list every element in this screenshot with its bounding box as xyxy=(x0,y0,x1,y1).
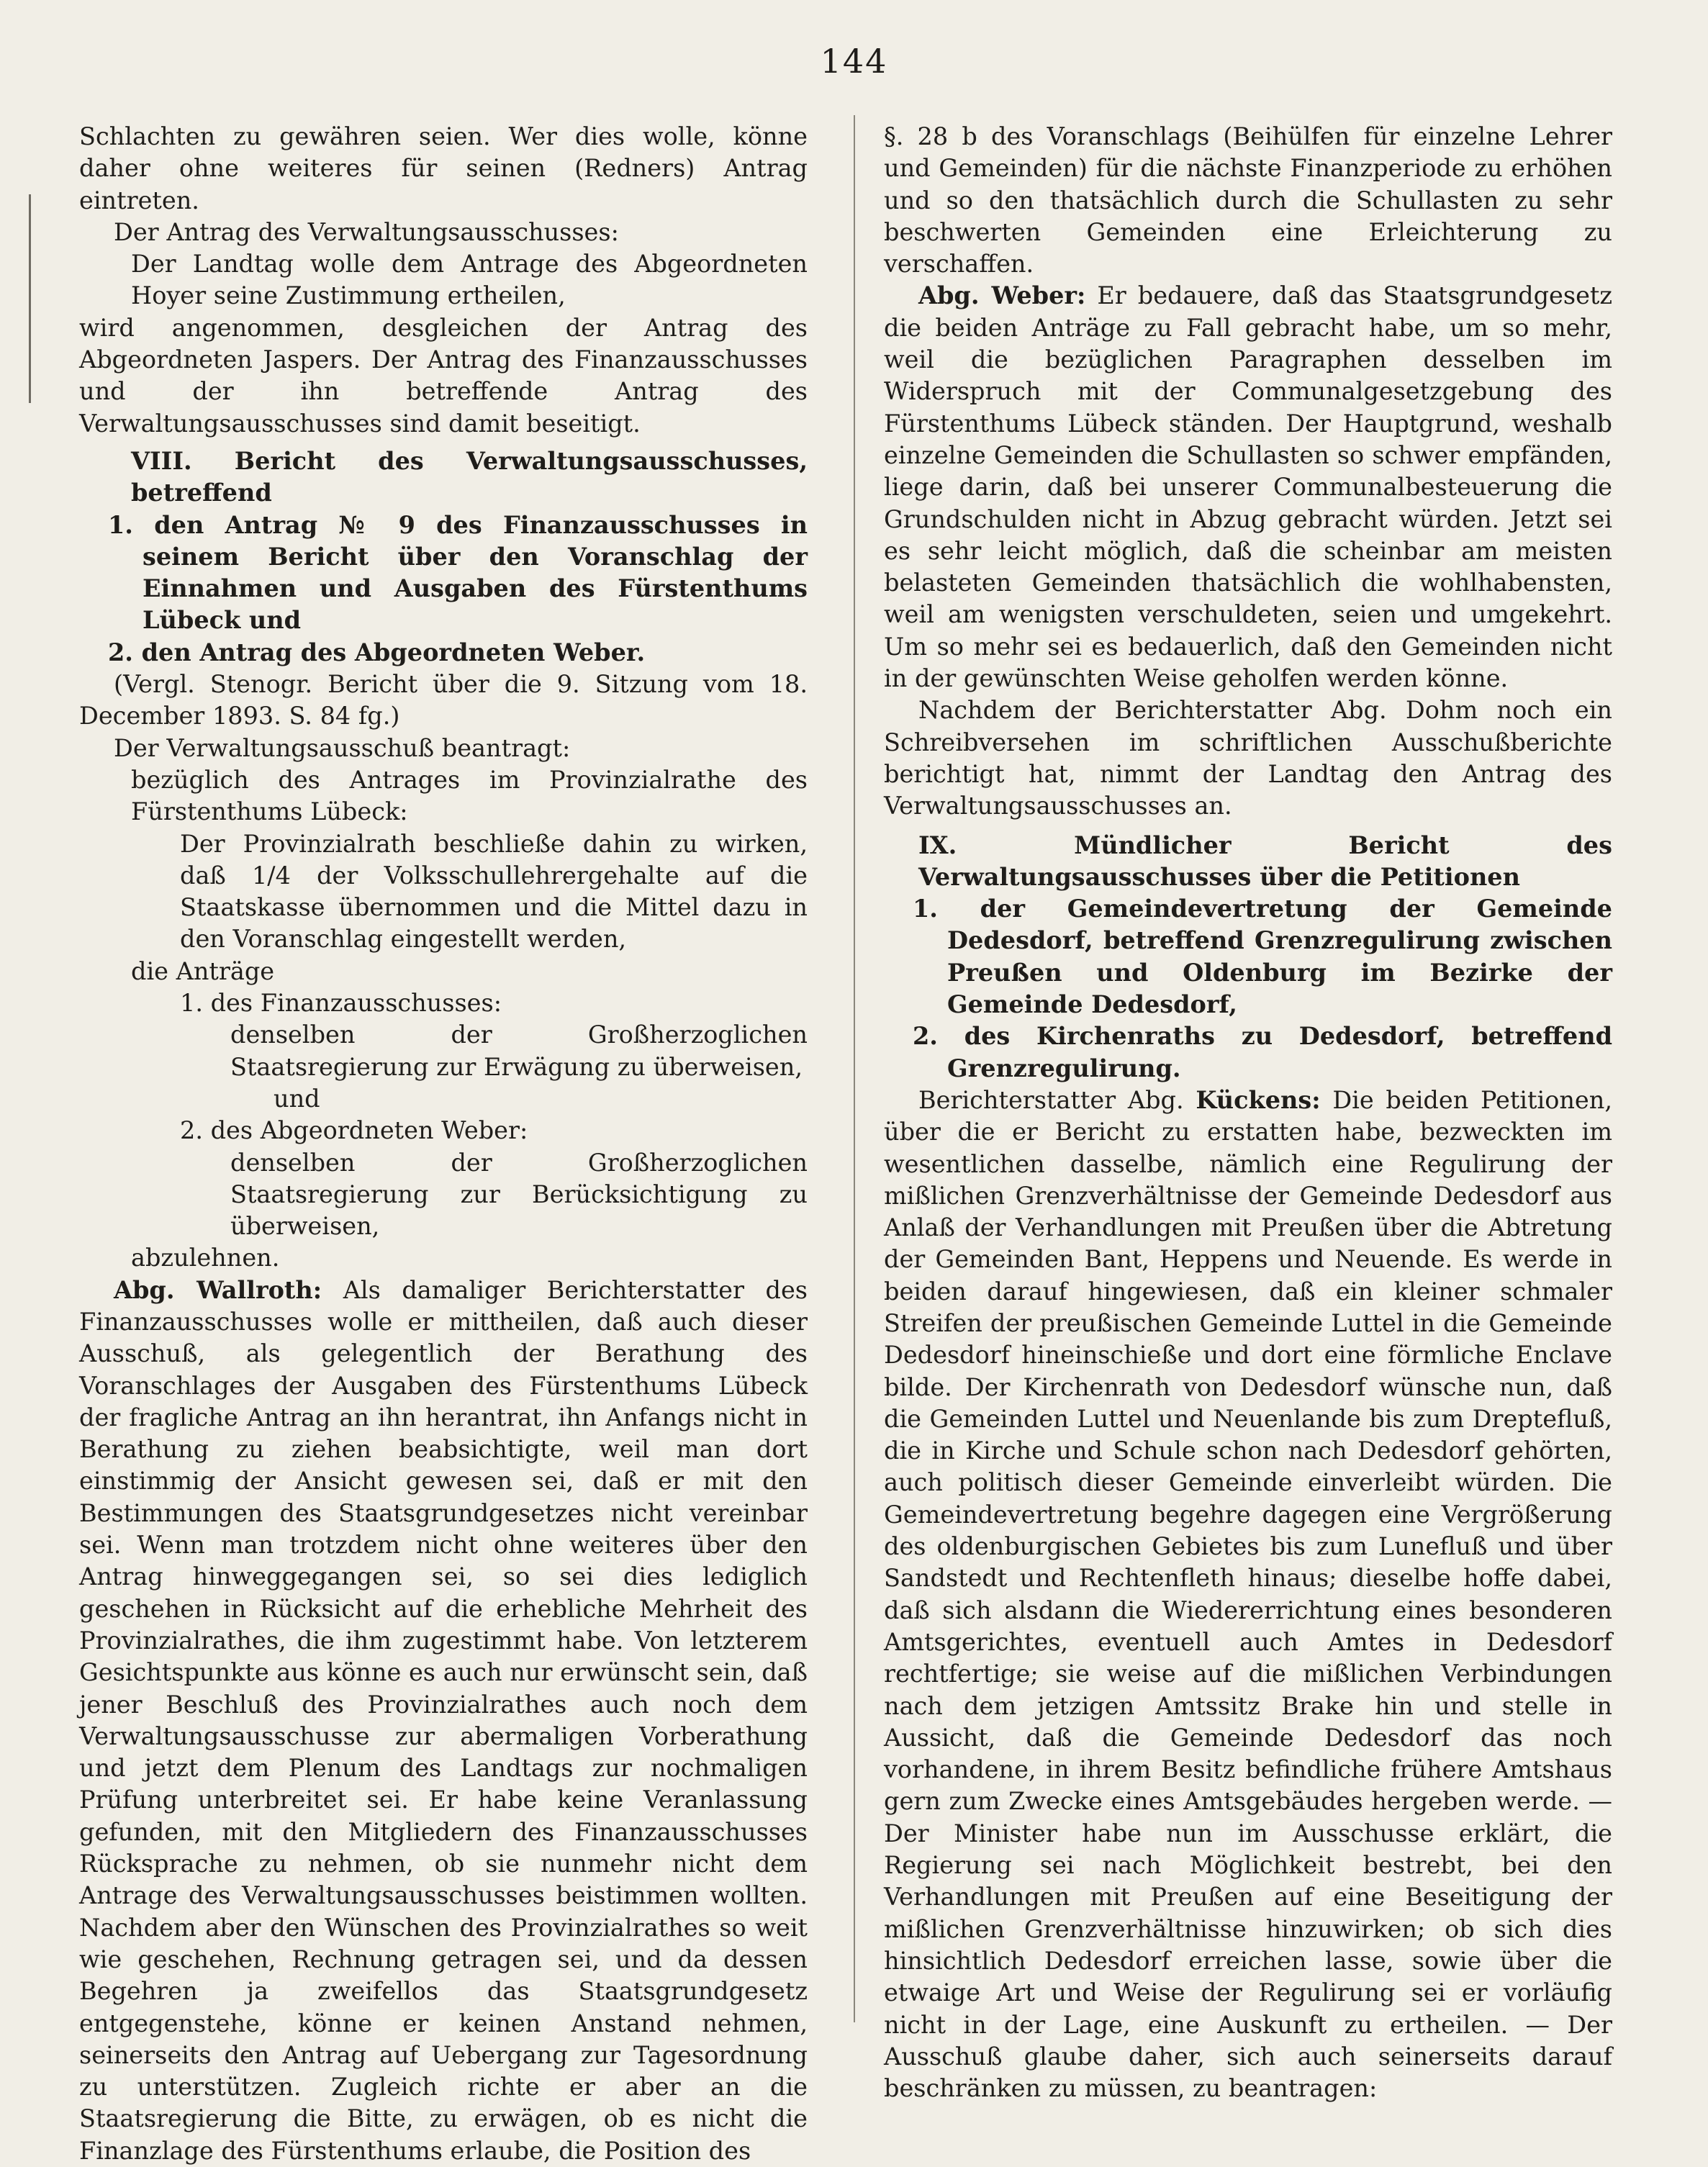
paragraph: die Anträge xyxy=(131,956,275,985)
motion-text: Der Provinzialrath beschließe dahin zu wirken, daß 1/4 der Volksschullehrergehalte auf die Staatskasse übernommen und die Mittel dazu in den Voranschlag eingestellt werden, xyxy=(180,829,808,954)
left-column xyxy=(79,121,808,2167)
paragraph: bezüglich des Antrages im Provinzialrathe des Fürstenthums Lübeck: xyxy=(131,765,808,826)
reference-note: (Vergl. Stenogr. Bericht über die 9. Sitzung vom 18. December 1893. S. 84 fg.) xyxy=(79,670,808,730)
margin-mark xyxy=(29,194,31,403)
speaker-name: Kückens: xyxy=(1196,1085,1321,1114)
paragraph: §. 28 b des Voranschlags (Beihülfen für einzelne Lehrer und Gemeinden) für die nächste Finanzperiode zu erhöhen und so den thatsächlich durch die Schullasten zu sehr beschwerten Gemeinden eine Erleichterung zu verschaffen. xyxy=(884,122,1612,279)
speaker-name: Abg. Weber: xyxy=(918,281,1086,310)
list-item-text: denselben der Großherzoglichen Staatsregierung zur Berücksichtigung zu überweisen, xyxy=(230,1148,808,1241)
right-column xyxy=(884,121,1612,2104)
speech-text: Die beiden Petitionen, über die er Bericht zu erstatten habe, bezweckten im wesentlichen dasselbe, nämlich eine Regulirung der mißlichen Grenzverhältnisse der Gemeinde Dedesdorf aus Anlaß der Verhandlungen mit Preußen über die Abtretung der Gemeinden Bant, Heppens und Neuende. Es werde in beiden darauf hingewiesen, daß ein kleiner schmaler Streifen der preußischen Gemeinde Luttel in die Gemeinde Dedesdorf hineinschieße und dort eine förmliche Enclave bilde. Der Kirchenrath von Dedesdorf wünsche nun, daß die Gemeinden Luttel und Neuenlande bis zum Dreptefluß, die in Kirche und Schule schon nach Dedesdorf gehörten, auch politisch dieser Gemeinde einverleibt würden. Die Gemeindevertretung begehre dagegen eine Vergrößerung des oldenburgischen Gebietes bis zum Lunefluß und über Sandstedt und Rechtenfleth hinaus; dieselbe hoffe dabei, daß sich alsdann die Wiedererrichtung eines besonderen Amtsgerichtes, eventuell auch Amtes in Dedesdorf rechtfertige; sie weise auf die mißlichen Verbindungen nach dem jetzigen Amtssitz Brake hin und stelle in Aussicht, daß die Gemeinde Dedesdorf das noch vorhandene, in ihrem Besitz befindliche frühere Amtshaus gern zum Zwecke eines Amtsgebäudes hergeben werde. — Der Minister habe nun im Ausschusse erklärt, die Regierung sei nach Möglichkeit bestrebt, bei den Verhandlungen mit Preußen auf eine Beseitigung der mißlichen Grenzverhältnisse hinzuwirken; ob sich dies hinsichtlich Dedesdorf erreichen lasse, sowie über die etwaige Art und Weise der Regulirung sei er vorläufig nicht in der Lage, eine Auskunft zu ertheilen. — Der Ausschuß glaube daher, sich auch seinerseits darauf beschränken zu müssen, zu beantragen: xyxy=(884,1085,1612,2103)
list-item-text: denselben der Großherzoglichen Staatsregierung zur Erwägung zu überweisen, xyxy=(230,1021,808,1081)
speaker-name: Abg. Wallroth: xyxy=(114,1275,322,1304)
heading-item-2: 2. des Kirchenraths zu Dedesdorf, betreffend Grenzregulirung. xyxy=(913,1022,1612,1082)
paragraph: Der Antrag des Verwaltungsausschusses: xyxy=(114,217,619,246)
list-item: 1. des Finanzausschusses: xyxy=(180,989,502,1018)
paragraph: Nachdem der Berichterstatter Abg. Dohm noch ein Schreibversehen im schriftlichen Ausschußberichte berichtigt hat, nimmt der Landtag den Antrag des Verwaltungsausschusses an. xyxy=(884,696,1612,820)
speech-text: Er bedauere, daß das Staatsgrundgesetz die beiden Anträge zu Fall gebracht habe, um so mehr, weil die bezüglichen Paragraphen desselben im Widerspruch mit der Communalgesetzgebung des Fürstenthums Lübeck ständen. Der Hauptgrund, weshalb einzelne Gemeinden die Schullasten so schwer empfänden, liege darin, daß bei unserer Communalbesteuerung die Grundschulden nicht in Abzug gebracht würden. Jetzt sei es sehr leicht möglich, daß die scheinbar am meisten belasteten Gemeinden thatsächlich die wohlhabensten, weil am wenigsten verschuldeten, seien und umgekehrt. Um so mehr sei es bedauerlich, daß den Gemeinden nicht in der gewünschten Weise geholfen werden könne. xyxy=(884,281,1613,693)
paragraph: Schlachten zu gewähren seien. Wer dies wolle, könne daher ohne weiteres für seinen (Redners) Antrag eintreten. xyxy=(79,122,808,214)
list-item: 2. des Abgeordneten Weber: xyxy=(180,1116,528,1145)
heading-item-1: 1. den Antrag № 9 des Finanzausschusses in seinem Bericht über den Voranschlag der Einnahmen und Ausgaben des Fürstenthums Lübeck und xyxy=(108,510,808,635)
paragraph: Der Verwaltungsausschuß beantragt: xyxy=(114,733,571,762)
heading-item-1: 1. der Gemeindevertretung der Gemeinde Dedesdorf, betreffend Grenzregulirung zwischen Preußen und Oldenburg im Bezirke der Gemeinde Dedesdorf, xyxy=(913,895,1612,1019)
motion-text: Der Landtag wolle dem Antrage des Abgeordneten Hoyer seine Zustimmung ertheilen, xyxy=(131,250,808,310)
section-heading-ix: IX. Mündlicher Bericht des Verwaltungsausschusses über die Petitionen xyxy=(918,831,1612,891)
conjunction: und xyxy=(274,1084,320,1113)
speech-kueckens xyxy=(884,1085,1612,2105)
speaker-role: Berichterstatter Abg. xyxy=(918,1085,1196,1114)
speech-weber xyxy=(884,280,1612,695)
speech-wallroth xyxy=(79,1275,808,2167)
speech-text: Als damaliger Berichterstatter des Finanzausschusses wolle er mittheilen, daß auch dieser Ausschuß, als gelegentlich der Berathung des Voranschlages der Ausgaben des Fürstenthums Lübeck der fragliche Antrag an ihn herantrat, ihn Anfangs nicht in Berathung zu ziehen beabsichtigte, weil man dort einstimmig der Ansicht gewesen sei, daß er mit den Bestimmungen des Staatsgrundgesetzes nicht vereinbar sei. Wenn man trotzdem nicht ohne weiteres über den Antrag hinweggegangen sei, so sei dies lediglich geschehen in Rücksicht auf die erhebliche Mehrheit des Provinzialrathes, die ihm zugestimmt habe. Von letzterem Gesichtspunkte aus könne es auch nur erwünscht sein, daß jener Beschluß des Provinzialrathes auch noch dem Verwaltungsausschusse zur abermaligen Vorberathung und jetzt dem Plenum des Landtags zur nochmaligen Prüfung unterbreitet sei. Er habe keine Veranlassung gefunden, mit den Mitgliedern des Finanzausschusses Rücksprache zu nehmen, ob sie nunmehr nicht dem Antrage des Verwaltungsausschusses beistimmen wollten. Nachdem aber den Wünschen des Provinzialrathes so weit wie geschehen, Rechnung getragen sei, und da dessen Begehren ja zweifellos das Staatsgrundgesetz entgegenstehe, könne er keinen Anstand nehmen, seinerseits den Antrag auf Uebergang zur Tagesordnung zu unterstützen. Zugleich richte er aber an die Staatsregierung die Bitte, zu erwägen, ob es nicht die Finanzlage des Fürstenthums erlaube, die Position des xyxy=(79,1275,808,2165)
paragraph: abzulehnen. xyxy=(131,1244,280,1272)
paragraph: wird angenommen, desgleichen der Antrag des Abgeordneten Jaspers. Der Antrag des Finanzausschusses und der ihn betreffende Antrag des Verwaltungsausschusses sind damit beseitigt. xyxy=(79,313,808,438)
column-rule xyxy=(854,115,855,2022)
heading-item-2: 2. den Antrag des Abgeordneten Weber. xyxy=(108,638,646,666)
section-heading-viii: VIII. Bericht des Verwaltungsausschusses, betreffend xyxy=(131,446,808,507)
page-number: 144 xyxy=(820,42,888,81)
